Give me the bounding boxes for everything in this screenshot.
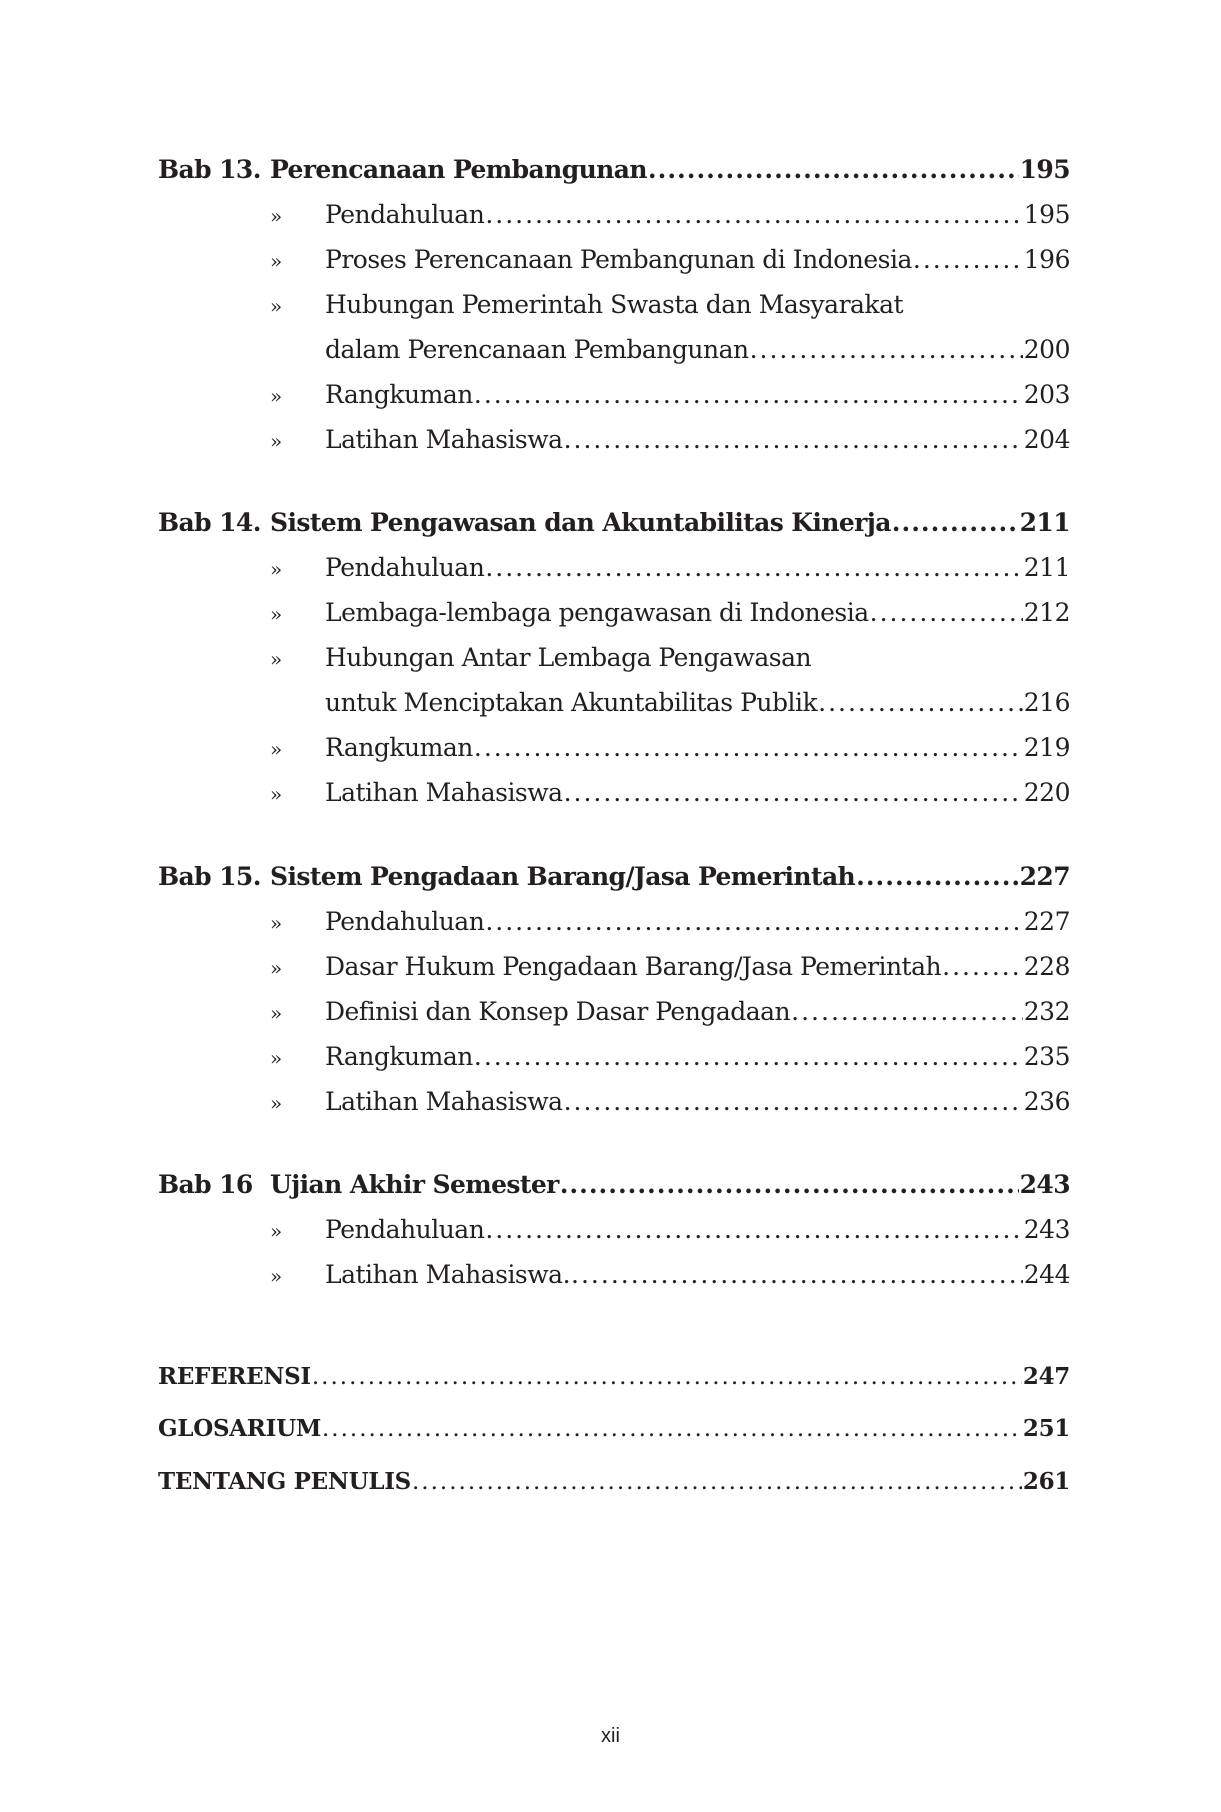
toc-section-entry[interactable] (158, 290, 1070, 330)
section-title: Rangkuman (325, 380, 473, 409)
chevron-right-icon: » (270, 1091, 282, 1115)
section-title: Pendahuluan (325, 1215, 485, 1244)
section-title: Pendahuluan (325, 907, 485, 936)
chapter-page-number: 227 (1019, 862, 1070, 891)
section-title: Latihan Mahasiswa. (325, 1260, 571, 1289)
chevron-right-icon: » (270, 782, 282, 806)
chevron-right-icon: » (270, 1264, 282, 1288)
section-page-number: 244 (1023, 1260, 1070, 1289)
section-title: Latihan Mahasiswa (325, 1087, 563, 1116)
section-title: Proses Perencanaan Pembangunan di Indonesia (325, 245, 912, 274)
dot-leader (818, 688, 1023, 717)
chapter-number: Bab 13. (158, 155, 261, 184)
section-page-number: 228 (1023, 952, 1070, 981)
chevron-right-icon: » (270, 1219, 282, 1243)
chevron-right-icon: » (270, 429, 282, 453)
toc-section-entry[interactable] (158, 952, 1070, 992)
toc-section-entry[interactable] (158, 425, 1070, 465)
backmatter-page-number: 261 (1022, 1468, 1070, 1495)
section-page-number: 195 (1023, 200, 1070, 229)
dot-leader (856, 862, 1018, 891)
dot-leader (474, 380, 1023, 409)
dot-leader (942, 952, 1023, 981)
toc-section-entry[interactable] (158, 1260, 1070, 1300)
chapter-title: Sistem Pengawasan dan Akuntabilitas Kinerja (270, 508, 891, 537)
section-title: Latihan Mahasiswa (325, 425, 563, 454)
chevron-right-icon: » (270, 737, 282, 761)
dot-leader (485, 200, 1022, 229)
section-title: Hubungan Pemerintah Swasta dan Masyarakat (325, 290, 904, 319)
toc-section-entry[interactable] (158, 380, 1070, 420)
toc-section-entry[interactable] (158, 335, 1070, 375)
section-page-number: 211 (1023, 553, 1070, 582)
section-page-number: 196 (1023, 245, 1070, 274)
section-page-number: 212 (1023, 598, 1070, 627)
dot-leader (913, 245, 1023, 274)
dot-leader (648, 155, 1019, 184)
section-title: Lembaga-lembaga pengawasan di Indonesia (325, 598, 869, 627)
dot-leader (485, 1215, 1022, 1244)
chevron-right-icon: » (270, 249, 282, 273)
toc-chapter-entry[interactable] (158, 1170, 1070, 1210)
toc-section-entry[interactable] (158, 643, 1070, 683)
toc-section-entry[interactable] (158, 598, 1070, 638)
backmatter-page-number: 251 (1022, 1415, 1070, 1442)
chapter-page-number: 211 (1019, 508, 1070, 537)
chevron-right-icon: » (270, 204, 282, 228)
toc-chapter-entry[interactable] (158, 155, 1070, 195)
dot-leader (564, 1087, 1023, 1116)
toc-section-entry[interactable] (158, 907, 1070, 947)
dot-leader (312, 1364, 1022, 1390)
chapter-number: Bab 16 (158, 1170, 253, 1199)
backmatter-title: TENTANG PENULIS (158, 1468, 411, 1495)
section-page-number: 243 (1023, 1215, 1070, 1244)
chapter-title: Ujian Akhir Semester (270, 1170, 559, 1199)
section-title: Hubungan Antar Lembaga Pengawasan (325, 643, 812, 672)
chevron-right-icon: » (270, 956, 282, 980)
dot-leader (485, 553, 1022, 582)
dot-leader (892, 508, 1019, 537)
chevron-right-icon: » (270, 557, 282, 581)
section-page-number: 219 (1023, 733, 1070, 762)
dot-leader (564, 425, 1023, 454)
chevron-right-icon: » (270, 647, 282, 671)
toc-section-entry[interactable] (158, 733, 1070, 773)
backmatter-title: GLOSARIUM (158, 1415, 321, 1442)
toc-section-entry[interactable] (158, 1215, 1070, 1255)
chapter-number: Bab 15. (158, 862, 261, 891)
toc-section-entry[interactable] (158, 245, 1070, 285)
dot-leader (791, 997, 1023, 1026)
toc-section-entry[interactable] (158, 200, 1070, 240)
chapter-page-number: 195 (1019, 155, 1070, 184)
section-page-number: 204 (1023, 425, 1070, 454)
section-title: Pendahuluan (325, 553, 485, 582)
section-title: Dasar Hukum Pengadaan Barang/Jasa Pemerintah (325, 952, 942, 981)
toc-section-entry[interactable] (158, 553, 1070, 593)
page-number: xii (601, 1725, 620, 1747)
dot-leader (485, 907, 1022, 936)
toc-section-entry[interactable] (158, 778, 1070, 818)
toc-chapter-entry[interactable] (158, 508, 1070, 548)
chevron-right-icon: » (270, 1001, 282, 1025)
section-page-number: 235 (1023, 1042, 1070, 1071)
section-title: Latihan Mahasiswa (325, 778, 563, 807)
section-title: untuk Menciptakan Akuntabilitas Publik (325, 688, 818, 717)
section-page-number: 200 (1023, 335, 1070, 364)
toc-section-entry[interactable] (158, 997, 1070, 1037)
dot-leader (750, 335, 1023, 364)
section-page-number: 232 (1023, 997, 1070, 1026)
backmatter-title: REFERENSI (158, 1363, 311, 1390)
dot-leader (571, 1260, 1023, 1289)
chapter-title: Sistem Pengadaan Barang/Jasa Pemerintah (270, 862, 856, 891)
section-page-number: 227 (1023, 907, 1070, 936)
toc-section-entry[interactable] (158, 1087, 1070, 1127)
dot-leader (322, 1416, 1022, 1442)
dot-leader (870, 598, 1023, 627)
chevron-right-icon: » (270, 384, 282, 408)
toc-backmatter-entry[interactable] (158, 1468, 1070, 1508)
toc-section-entry[interactable] (158, 1042, 1070, 1082)
chevron-right-icon: » (270, 294, 282, 318)
dot-leader (412, 1469, 1022, 1495)
section-page-number: 236 (1023, 1087, 1070, 1116)
toc-backmatter-entry[interactable] (158, 1415, 1070, 1455)
chevron-right-icon: » (270, 911, 282, 935)
dot-leader (474, 733, 1023, 762)
section-title: dalam Perencanaan Pembangunan (325, 335, 749, 364)
section-title: Rangkuman (325, 733, 473, 762)
section-title: Definisi dan Konsep Dasar Pengadaan (325, 997, 791, 1026)
section-page-number: 220 (1023, 778, 1070, 807)
toc-backmatter-entry[interactable] (158, 1363, 1070, 1403)
chapter-title: Perencanaan Pembangunan (270, 155, 647, 184)
chevron-right-icon: » (270, 602, 282, 626)
chevron-right-icon: » (270, 1046, 282, 1070)
chapter-page-number: 243 (1019, 1170, 1070, 1199)
dot-leader (474, 1042, 1023, 1071)
backmatter-page-number: 247 (1022, 1363, 1070, 1390)
chapter-number: Bab 14. (158, 508, 261, 537)
toc-section-entry[interactable] (158, 688, 1070, 728)
dot-leader (564, 778, 1023, 807)
toc-chapter-entry[interactable] (158, 862, 1070, 902)
section-title: Rangkuman (325, 1042, 473, 1071)
section-page-number: 216 (1023, 688, 1070, 717)
section-page-number: 203 (1023, 380, 1070, 409)
dot-leader (560, 1170, 1019, 1199)
section-title: Pendahuluan (325, 200, 485, 229)
